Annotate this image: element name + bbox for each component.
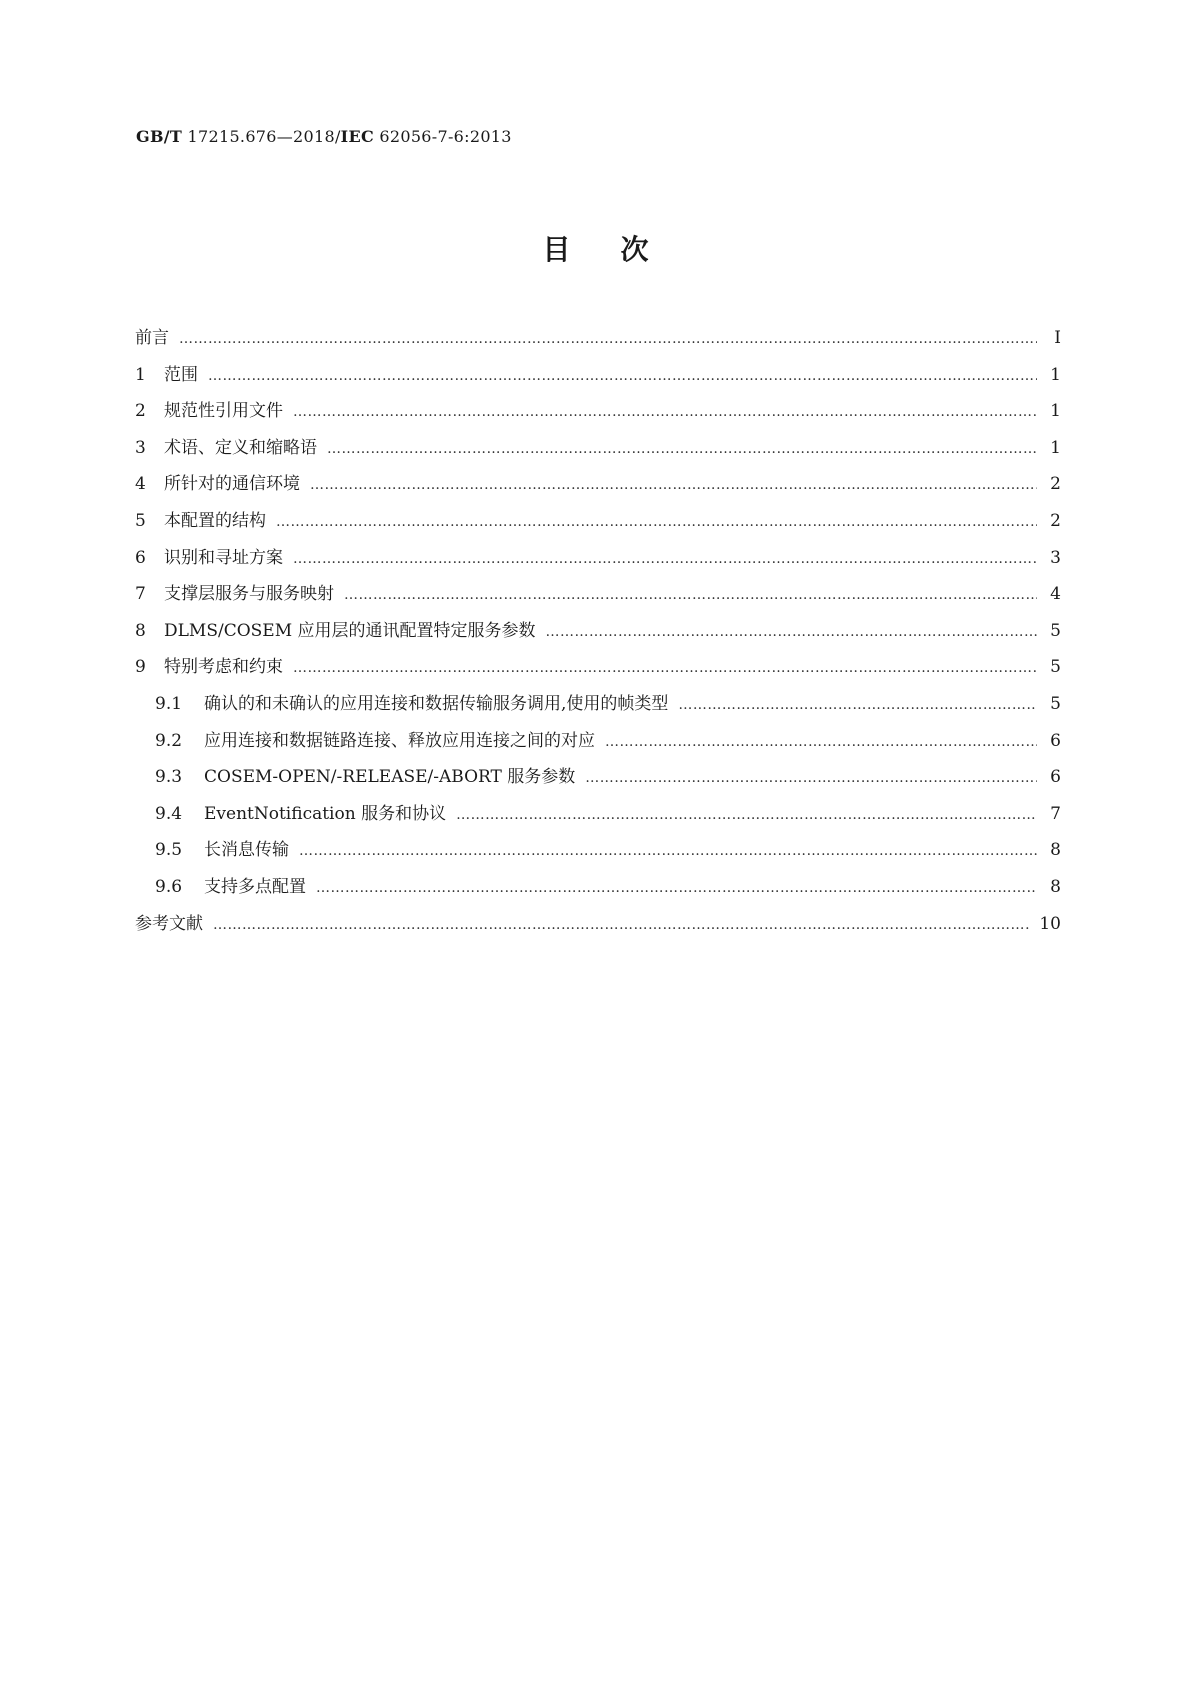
toc-entry-page: 2	[1050, 510, 1061, 531]
dot-leader	[276, 514, 1037, 530]
toc-entry-1[interactable]	[135, 360, 1061, 397]
dot-leader	[293, 404, 1037, 420]
iec-prefix: IEC	[340, 127, 374, 146]
dot-leader	[299, 843, 1037, 859]
toc-entry-label: EventNotification 服务和协议	[204, 803, 447, 824]
toc-entry-number: 6	[135, 547, 146, 568]
toc-entry-label: 术语、定义和缩略语	[164, 437, 317, 458]
toc-entry-4[interactable]	[135, 469, 1061, 506]
toc-entry-label: 支撑层服务与服务映射	[164, 584, 334, 605]
toc-entry-page: 5	[1050, 620, 1061, 641]
toc-entry-2[interactable]	[135, 396, 1061, 433]
toc-entry-9-4[interactable]	[135, 799, 1061, 836]
toc-entry-page: Ⅰ	[1054, 328, 1061, 348]
toc-entry-number: 7	[135, 584, 146, 605]
toc-entry-label: 本配置的结构	[164, 510, 266, 531]
toc-entry-number: 8	[135, 620, 146, 641]
toc-entry-8[interactable]	[135, 616, 1061, 653]
toc-entry-9-6[interactable]	[135, 872, 1061, 909]
toc-entry-label: 前言	[135, 328, 169, 348]
iec-number: 62056-7-6:2013	[379, 127, 512, 146]
toc-entry-page: 2	[1050, 474, 1061, 495]
dot-leader	[456, 807, 1037, 823]
toc-entry-number: 9.3	[155, 767, 183, 788]
toc-entry-label: 规范性引用文件	[164, 401, 283, 422]
toc-entry-number: 1	[135, 364, 146, 385]
toc-entry-page: 6	[1050, 767, 1061, 788]
dot-leader	[213, 917, 1029, 933]
toc-entry-page: 6	[1050, 730, 1061, 751]
gb-prefix: GB/T	[136, 127, 183, 146]
toc-entry-9[interactable]	[135, 652, 1061, 689]
toc-entry-number: 9	[135, 657, 146, 678]
toc-entry-7[interactable]	[135, 579, 1061, 616]
toc-entry-number: 9.4	[155, 803, 183, 824]
toc-entry-page: 3	[1050, 547, 1061, 568]
toc-entry-foreword[interactable]	[135, 323, 1061, 360]
toc-entry-number: 9.5	[155, 840, 183, 861]
toc-entry-3[interactable]	[135, 433, 1061, 470]
toc-entry-label: 所针对的通信环境	[164, 474, 300, 495]
page-title: 目次	[542, 233, 699, 266]
dot-leader	[208, 368, 1037, 384]
toc-entry-number: 9.6	[155, 876, 183, 897]
toc-entry-label: 长消息传输	[204, 840, 289, 861]
toc-entry-number: 9.2	[155, 730, 183, 751]
toc-entry-page: 8	[1050, 876, 1061, 897]
toc-entry-number: 2	[135, 401, 146, 422]
dot-leader	[179, 331, 1037, 347]
toc-entry-number: 5	[135, 510, 146, 531]
dot-leader	[293, 660, 1037, 676]
toc-entry-label: 支持多点配置	[204, 876, 306, 897]
toc-entry-page: 1	[1050, 437, 1061, 458]
dot-leader	[310, 477, 1037, 493]
toc-entry-page: 7	[1050, 803, 1061, 824]
toc-entry-label: 确认的和未确认的应用连接和数据传输服务调用,使用的帧类型	[204, 693, 669, 714]
toc-entry-number: 9.1	[155, 693, 183, 714]
toc-entry-page: 5	[1050, 657, 1061, 678]
toc-entry-label: 识别和寻址方案	[164, 547, 283, 568]
toc-entry-label: 特别考虑和约束	[164, 657, 283, 678]
toc-entry-page: 5	[1050, 693, 1061, 714]
toc-entry-label: 应用连接和数据链路连接、释放应用连接之间的对应	[204, 730, 595, 751]
toc-entry-label: 范围	[164, 364, 198, 385]
dot-leader	[546, 624, 1037, 640]
dot-leader	[585, 770, 1037, 786]
toc-entry-page: 8	[1050, 840, 1061, 861]
toc-entry-page: 1	[1050, 364, 1061, 385]
toc-entry-number: 4	[135, 474, 146, 495]
dot-leader	[316, 880, 1037, 896]
toc-entry-6[interactable]	[135, 543, 1061, 580]
toc-entry-9-5[interactable]	[135, 835, 1061, 872]
table-of-contents	[135, 323, 1061, 945]
toc-entry-9-1[interactable]	[135, 689, 1061, 726]
toc-entry-label: COSEM-OPEN/-RELEASE/-ABORT 服务参数	[204, 767, 576, 788]
toc-entry-9-2[interactable]	[135, 726, 1061, 763]
dot-leader	[344, 587, 1037, 603]
toc-entry-page: 10	[1039, 913, 1061, 934]
dot-leader	[327, 441, 1037, 457]
dot-leader	[678, 697, 1037, 713]
toc-entry-bibliography[interactable]	[135, 909, 1061, 946]
toc-entry-page: 4	[1050, 584, 1061, 605]
toc-entry-number: 3	[135, 437, 146, 458]
toc-entry-9-3[interactable]	[135, 762, 1061, 799]
toc-entry-label: DLMS/COSEM 应用层的通讯配置特定服务参数	[164, 620, 536, 641]
gb-number: 17215.676—2018/	[187, 127, 341, 146]
toc-entry-5[interactable]	[135, 506, 1061, 543]
dot-leader	[293, 551, 1037, 567]
toc-entry-label: 参考文献	[135, 913, 203, 934]
standard-number	[136, 127, 512, 146]
dot-leader	[605, 734, 1037, 750]
toc-entry-page: 1	[1050, 401, 1061, 422]
